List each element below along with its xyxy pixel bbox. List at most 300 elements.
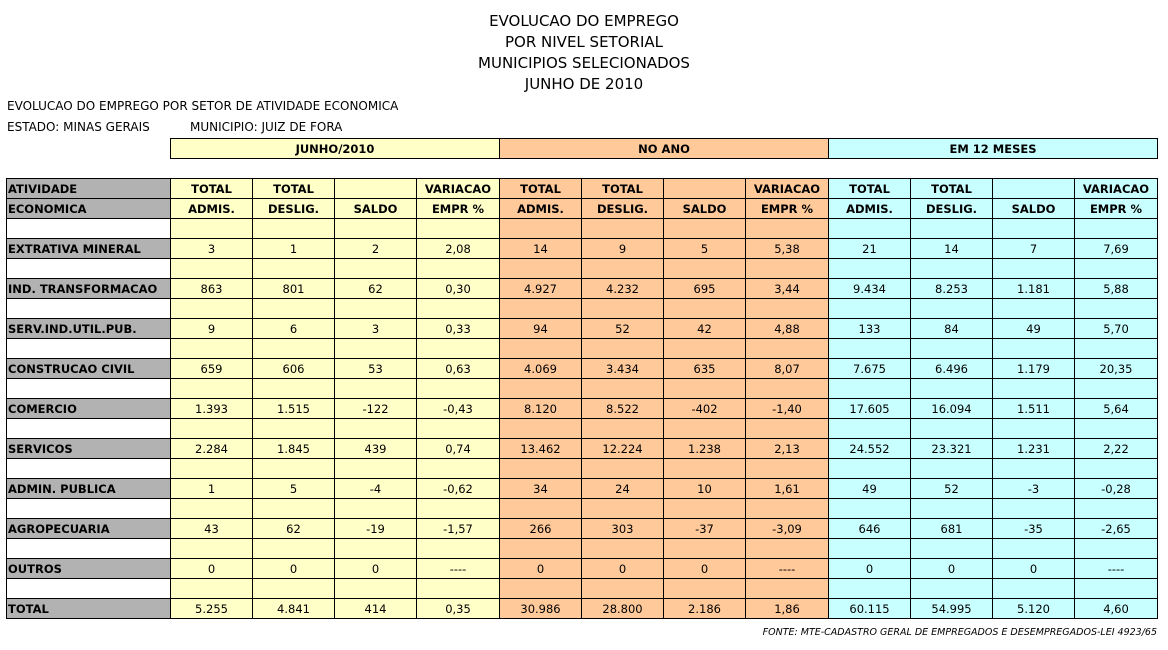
table-cell	[993, 299, 1075, 319]
table-cell: 5,64	[1075, 399, 1158, 419]
table-cell	[993, 419, 1075, 439]
table-cell	[664, 459, 746, 479]
table-cell	[829, 219, 911, 239]
table-cell: 2,08	[417, 239, 500, 259]
table-cell: -0,28	[1075, 479, 1158, 499]
table-cell	[582, 539, 664, 559]
table-cell	[664, 219, 746, 239]
table-cell: 7.675	[829, 359, 911, 379]
table-cell	[829, 379, 911, 399]
table-cell	[993, 379, 1075, 399]
table-cell	[993, 579, 1075, 599]
table-cell: TOTAL	[500, 179, 582, 199]
table-cell: 49	[993, 319, 1075, 339]
table-cell: ADMIS.	[171, 199, 253, 219]
table-cell	[746, 499, 829, 519]
table-cell: 5	[664, 239, 746, 259]
table-cell	[417, 299, 500, 319]
table-cell: 8.120	[500, 399, 582, 419]
table-cell	[1075, 459, 1158, 479]
table-cell	[582, 379, 664, 399]
table-cell	[417, 499, 500, 519]
table-cell	[171, 459, 253, 479]
table-cell: 3	[335, 319, 417, 339]
table-cell: 2,22	[1075, 439, 1158, 459]
table-cell	[253, 539, 335, 559]
table-cell: TOTAL	[253, 179, 335, 199]
table-cell: 8.522	[582, 399, 664, 419]
table-cell: 1,61	[746, 479, 829, 499]
period-group-header	[170, 138, 1158, 159]
table-cell: 635	[664, 359, 746, 379]
table-cell: 14	[911, 239, 993, 259]
table-cell: 133	[829, 319, 911, 339]
table-cell: -1,57	[417, 519, 500, 539]
table-cell: 94	[500, 319, 582, 339]
table-cell: -0,62	[417, 479, 500, 499]
table-cell: 2.284	[171, 439, 253, 459]
table-cell: 21	[829, 239, 911, 259]
table-cell	[253, 299, 335, 319]
table-cell	[911, 379, 993, 399]
table-row	[7, 519, 1158, 539]
row-label: EXTRATIVA MINERAL	[7, 239, 171, 259]
row-label	[7, 299, 171, 319]
table-cell: 1.231	[993, 439, 1075, 459]
table-cell: 9.434	[829, 279, 911, 299]
row-label: ECONOMICA	[7, 199, 171, 219]
title-line: EVOLUCAO DO EMPREGO	[489, 12, 679, 30]
table-cell	[253, 259, 335, 279]
title-line: MUNICIPIOS SELECIONADOS	[478, 54, 690, 72]
table-cell	[664, 579, 746, 599]
report-title	[0, 11, 1168, 95]
table-cell	[993, 179, 1075, 199]
table-cell: 9	[582, 239, 664, 259]
row-label	[7, 379, 171, 399]
table-cell: 5,38	[746, 239, 829, 259]
table-cell	[171, 579, 253, 599]
table-cell: 62	[335, 279, 417, 299]
table-cell: 7	[993, 239, 1075, 259]
row-label	[7, 499, 171, 519]
table-cell: 5	[253, 479, 335, 499]
table-cell	[911, 539, 993, 559]
table-cell: 5,70	[1075, 319, 1158, 339]
table-cell: 14	[500, 239, 582, 259]
table-cell: -402	[664, 399, 746, 419]
table-row	[7, 439, 1158, 459]
table-cell: 0	[829, 559, 911, 579]
table-cell: ADMIS.	[500, 199, 582, 219]
table-cell	[746, 299, 829, 319]
total-row	[7, 599, 1158, 619]
table-cell: 13.462	[500, 439, 582, 459]
table-cell: SALDO	[993, 199, 1075, 219]
table-cell	[335, 379, 417, 399]
table-cell: 54.995	[911, 599, 993, 619]
row-label: ADMIN. PUBLICA	[7, 479, 171, 499]
table-cell	[171, 499, 253, 519]
table-cell: 863	[171, 279, 253, 299]
table-cell	[500, 379, 582, 399]
table-cell	[664, 539, 746, 559]
table-cell: 0,33	[417, 319, 500, 339]
table-cell: 3,44	[746, 279, 829, 299]
row-label: ATIVIDADE	[7, 179, 171, 199]
table-cell	[911, 259, 993, 279]
table-cell	[335, 179, 417, 199]
table-cell: SALDO	[664, 199, 746, 219]
table-cell: ----	[417, 559, 500, 579]
table-cell: 1.179	[993, 359, 1075, 379]
table-cell: 84	[911, 319, 993, 339]
spacer-row	[7, 339, 1158, 359]
table-cell	[417, 539, 500, 559]
table-cell	[1075, 539, 1158, 559]
table-cell	[253, 419, 335, 439]
table-cell	[829, 579, 911, 599]
table-cell: 1.393	[171, 399, 253, 419]
table-cell: 1.181	[993, 279, 1075, 299]
row-label: COMERCIO	[7, 399, 171, 419]
table-cell	[582, 219, 664, 239]
table-cell: 0	[911, 559, 993, 579]
header-row	[7, 199, 1158, 219]
table-cell: 34	[500, 479, 582, 499]
title-line: POR NIVEL SETORIAL	[505, 33, 663, 51]
table-cell	[829, 259, 911, 279]
municipio-label: MUNICIPIO: JUIZ DE FORA	[190, 120, 343, 134]
table-cell: VARIACAO	[746, 179, 829, 199]
table-cell	[335, 339, 417, 359]
employment-table	[6, 178, 1158, 619]
table-cell	[911, 219, 993, 239]
table-cell: 60.115	[829, 599, 911, 619]
table-cell: 17.605	[829, 399, 911, 419]
table-cell: 303	[582, 519, 664, 539]
spacer-row	[7, 299, 1158, 319]
table-cell: TOTAL	[171, 179, 253, 199]
table-cell	[417, 379, 500, 399]
table-row	[7, 239, 1158, 259]
spacer-row	[7, 419, 1158, 439]
table-cell	[664, 299, 746, 319]
table-cell	[500, 499, 582, 519]
table-cell: 2,13	[746, 439, 829, 459]
table-cell: VARIACAO	[1075, 179, 1158, 199]
spacer-row	[7, 259, 1158, 279]
table-cell: 16.094	[911, 399, 993, 419]
group-no-ano: NO ANO	[500, 139, 829, 159]
row-label	[7, 219, 171, 239]
row-label: TOTAL	[7, 599, 171, 619]
table-cell: 1.511	[993, 399, 1075, 419]
table-cell: 2.186	[664, 599, 746, 619]
table-row	[7, 279, 1158, 299]
table-row	[7, 359, 1158, 379]
report-subtitle: EVOLUCAO DO EMPREGO POR SETOR DE ATIVIDADE ECONOMICA	[7, 99, 399, 113]
row-label	[7, 459, 171, 479]
source-note: FONTE: MTE-CADASTRO GERAL DE EMPREGADOS E DESEMPREGADOS-LEI 4923/65	[762, 627, 1157, 638]
row-label: IND. TRANSFORMACAO	[7, 279, 171, 299]
table-cell: 5.120	[993, 599, 1075, 619]
table-cell	[253, 579, 335, 599]
table-cell: 0,74	[417, 439, 500, 459]
table-cell: -19	[335, 519, 417, 539]
table-cell: 681	[911, 519, 993, 539]
table-cell	[500, 299, 582, 319]
table-cell	[746, 259, 829, 279]
table-cell: 7,69	[1075, 239, 1158, 259]
table-cell: -2,65	[1075, 519, 1158, 539]
table-cell: DESLIG.	[253, 199, 335, 219]
table-cell	[746, 339, 829, 359]
table-cell	[911, 459, 993, 479]
spacer-row	[7, 579, 1158, 599]
table-cell	[582, 579, 664, 599]
table-cell: -37	[664, 519, 746, 539]
table-cell	[1075, 339, 1158, 359]
table-cell	[829, 459, 911, 479]
table-cell: SALDO	[335, 199, 417, 219]
table-cell	[911, 499, 993, 519]
table-cell	[746, 379, 829, 399]
table-cell: ----	[746, 559, 829, 579]
table-cell	[911, 299, 993, 319]
table-cell	[335, 219, 417, 239]
spacer-row	[7, 539, 1158, 559]
table-cell	[335, 419, 417, 439]
table-cell	[500, 419, 582, 439]
table-cell	[253, 499, 335, 519]
table-cell: 10	[664, 479, 746, 499]
table-row	[7, 319, 1158, 339]
table-cell: DESLIG.	[582, 199, 664, 219]
table-cell: 0	[664, 559, 746, 579]
table-cell: 0	[253, 559, 335, 579]
table-cell	[993, 339, 1075, 359]
table-cell: 62	[253, 519, 335, 539]
table-cell: 28.800	[582, 599, 664, 619]
table-cell: EMPR %	[746, 199, 829, 219]
table-cell	[500, 459, 582, 479]
table-cell: TOTAL	[582, 179, 664, 199]
table-cell: 1	[253, 239, 335, 259]
table-cell	[417, 259, 500, 279]
table-cell: 646	[829, 519, 911, 539]
table-cell: -3	[993, 479, 1075, 499]
table-cell	[829, 499, 911, 519]
row-label	[7, 579, 171, 599]
table-cell	[253, 379, 335, 399]
table-cell	[171, 259, 253, 279]
table-cell	[746, 419, 829, 439]
table-cell	[253, 459, 335, 479]
table-cell: 0	[171, 559, 253, 579]
spacer-row	[7, 459, 1158, 479]
row-label	[7, 259, 171, 279]
table-cell	[993, 499, 1075, 519]
table-cell: 414	[335, 599, 417, 619]
table-cell	[335, 499, 417, 519]
table-cell: 52	[582, 319, 664, 339]
table-cell	[171, 379, 253, 399]
table-cell: 43	[171, 519, 253, 539]
spacer-row	[7, 379, 1158, 399]
table-cell	[746, 219, 829, 239]
table-cell: 8,07	[746, 359, 829, 379]
table-cell	[582, 259, 664, 279]
table-cell: 1	[171, 479, 253, 499]
table-cell	[664, 499, 746, 519]
table-cell: 0,63	[417, 359, 500, 379]
table-cell: -4	[335, 479, 417, 499]
table-cell: 24	[582, 479, 664, 499]
table-cell: 52	[911, 479, 993, 499]
table-cell: 4,60	[1075, 599, 1158, 619]
table-cell	[500, 579, 582, 599]
table-row	[7, 479, 1158, 499]
table-cell	[911, 339, 993, 359]
row-label: CONSTRUCAO CIVIL	[7, 359, 171, 379]
table-cell	[335, 459, 417, 479]
table-cell: 4.232	[582, 279, 664, 299]
spacer-row	[7, 219, 1158, 239]
table-cell	[253, 219, 335, 239]
table-cell: -0,43	[417, 399, 500, 419]
group-12-meses: EM 12 MESES	[829, 139, 1158, 159]
table-cell	[664, 379, 746, 399]
table-cell: 2	[335, 239, 417, 259]
table-cell: 9	[171, 319, 253, 339]
table-cell	[417, 419, 500, 439]
table-cell: 5.255	[171, 599, 253, 619]
table-cell: ADMIS.	[829, 199, 911, 219]
table-cell	[829, 339, 911, 359]
table-cell: 30.986	[500, 599, 582, 619]
table-cell	[582, 299, 664, 319]
table-cell: 42	[664, 319, 746, 339]
table-cell	[664, 419, 746, 439]
table-cell	[1075, 219, 1158, 239]
table-cell	[253, 339, 335, 359]
row-label: SERVICOS	[7, 439, 171, 459]
table-cell	[993, 219, 1075, 239]
table-cell: TOTAL	[829, 179, 911, 199]
table-cell	[171, 419, 253, 439]
table-cell	[582, 339, 664, 359]
table-cell: 0	[500, 559, 582, 579]
table-cell: 439	[335, 439, 417, 459]
table-cell	[1075, 259, 1158, 279]
table-cell	[582, 419, 664, 439]
estado-label: ESTADO: MINAS GERAIS	[7, 120, 150, 134]
table-cell: ----	[1075, 559, 1158, 579]
table-cell	[582, 499, 664, 519]
table-cell	[417, 219, 500, 239]
table-cell: EMPR %	[1075, 199, 1158, 219]
title-line: JUNHO DE 2010	[524, 75, 644, 93]
table-cell: -3,09	[746, 519, 829, 539]
row-label	[7, 419, 171, 439]
table-cell: 1.515	[253, 399, 335, 419]
table-cell: 23.321	[911, 439, 993, 459]
table-cell: 0,35	[417, 599, 500, 619]
table-cell: EMPR %	[417, 199, 500, 219]
table-cell: 1.238	[664, 439, 746, 459]
table-cell: 49	[829, 479, 911, 499]
table-cell	[829, 419, 911, 439]
table-cell: 53	[335, 359, 417, 379]
table-cell: 659	[171, 359, 253, 379]
table-cell: 0	[993, 559, 1075, 579]
header-row	[7, 179, 1158, 199]
table-cell	[664, 339, 746, 359]
table-cell	[746, 459, 829, 479]
table-cell	[1075, 499, 1158, 519]
table-cell: 4,88	[746, 319, 829, 339]
table-cell	[335, 259, 417, 279]
table-cell	[171, 219, 253, 239]
table-cell: 3	[171, 239, 253, 259]
table-cell: 801	[253, 279, 335, 299]
table-cell	[335, 299, 417, 319]
table-cell	[171, 539, 253, 559]
table-cell	[993, 539, 1075, 559]
table-cell: 1.845	[253, 439, 335, 459]
table-cell: 8.253	[911, 279, 993, 299]
row-label: AGROPECUARIA	[7, 519, 171, 539]
table-cell: 266	[500, 519, 582, 539]
table-cell	[417, 579, 500, 599]
table-cell	[829, 299, 911, 319]
table-cell	[911, 419, 993, 439]
table-cell	[746, 579, 829, 599]
table-cell	[500, 539, 582, 559]
table-cell: 6.496	[911, 359, 993, 379]
table-cell: 12.224	[582, 439, 664, 459]
table-cell: 0	[582, 559, 664, 579]
table-row	[7, 559, 1158, 579]
spacer-row	[7, 499, 1158, 519]
group-junho: JUNHO/2010	[171, 139, 500, 159]
table-cell	[500, 339, 582, 359]
table-cell: VARIACAO	[417, 179, 500, 199]
table-cell: 20,35	[1075, 359, 1158, 379]
table-cell: -1,40	[746, 399, 829, 419]
table-cell	[171, 339, 253, 359]
table-cell	[664, 259, 746, 279]
table-cell	[417, 459, 500, 479]
table-cell: -35	[993, 519, 1075, 539]
table-cell: 606	[253, 359, 335, 379]
table-cell	[1075, 419, 1158, 439]
table-cell: 4.069	[500, 359, 582, 379]
table-row	[7, 399, 1158, 419]
row-label	[7, 539, 171, 559]
table-cell	[171, 299, 253, 319]
table-cell	[993, 459, 1075, 479]
table-cell	[500, 259, 582, 279]
table-cell: 4.927	[500, 279, 582, 299]
row-label	[7, 339, 171, 359]
table-cell: 1,86	[746, 599, 829, 619]
table-cell	[993, 259, 1075, 279]
table-cell: DESLIG.	[911, 199, 993, 219]
table-cell	[417, 339, 500, 359]
table-cell: 4.841	[253, 599, 335, 619]
